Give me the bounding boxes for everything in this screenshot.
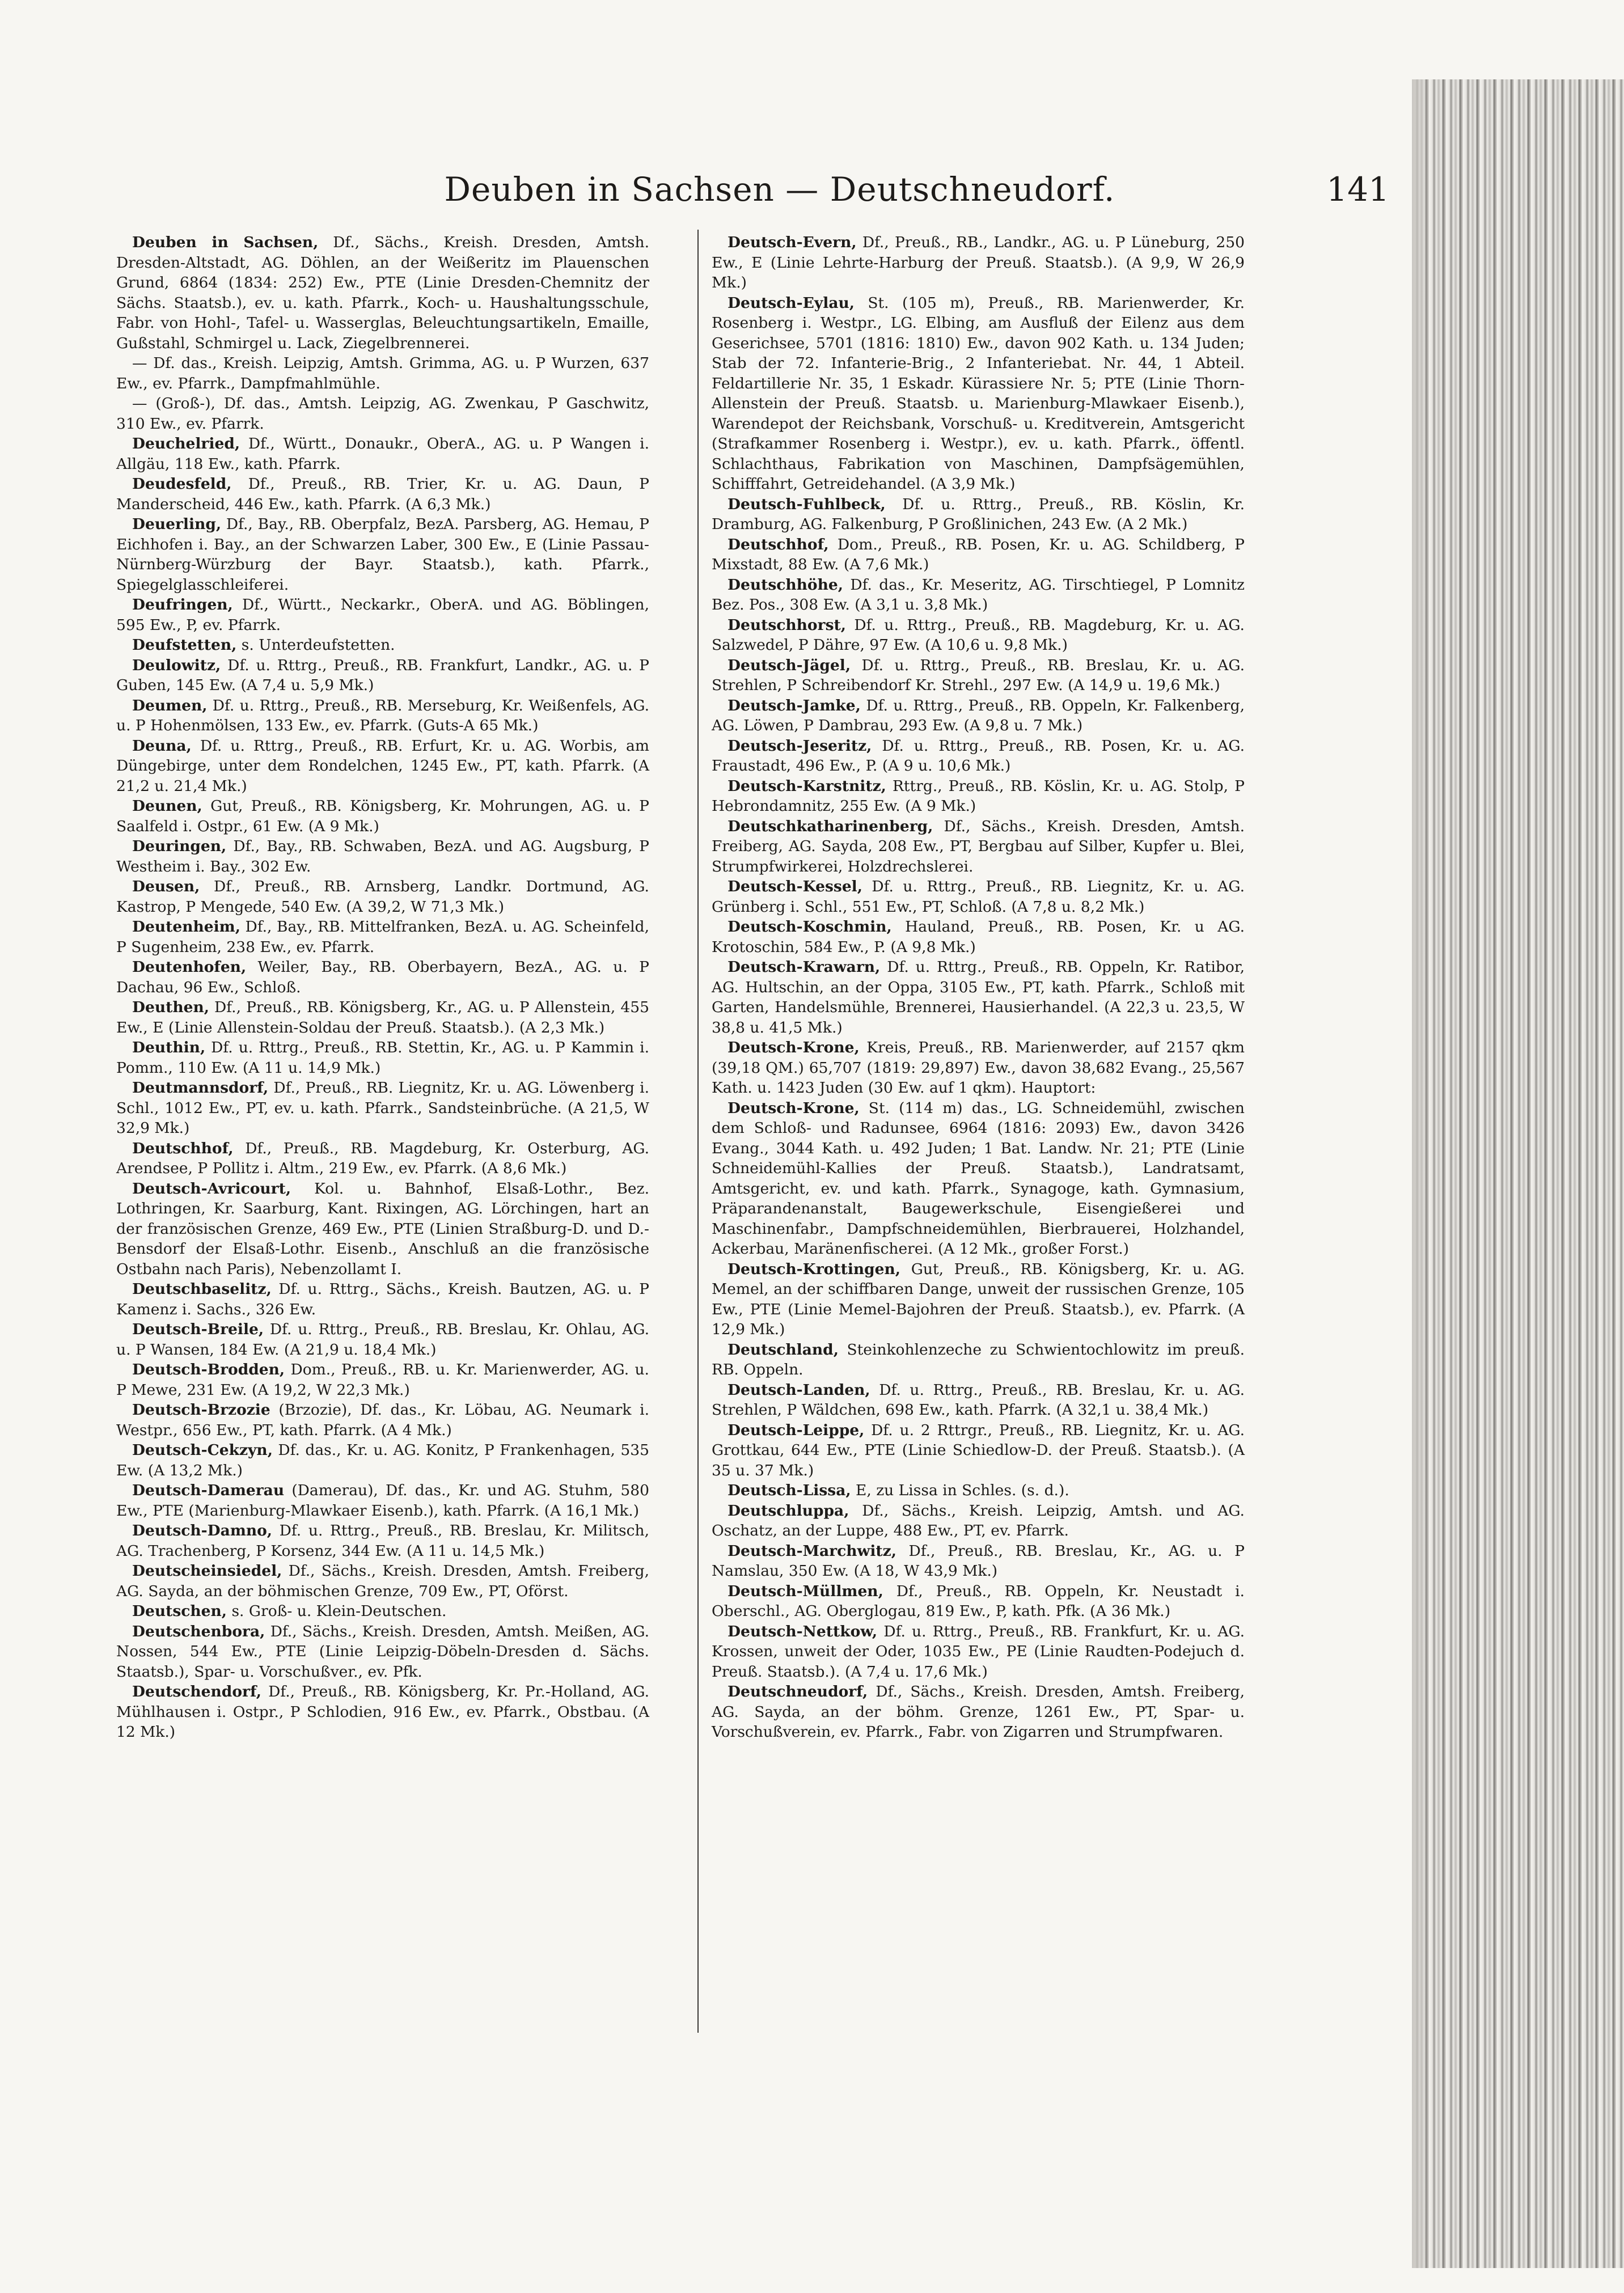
entry-text: Df., Sächs., Kreish. Leipzig, Amtsh. und AG. Oschatz, an der Luppe, 488 Ew., PT, ev. Pfarrk. <box>712 1501 1245 1539</box>
entry-headword: Deusen, <box>132 878 200 895</box>
entry-headword: Deutsch-Koschmin, <box>728 918 892 936</box>
column-divider <box>697 230 699 2033</box>
entry-text: Df., Preuß., RB. Königsberg, Kr., AG. u. P Allenstein, 455 Ew., E (Linie Allenstein-Soldau der Preuß. Staatsb.). (A 2,3 Mk.) <box>116 999 649 1036</box>
entry-headword: Deutschhöhe, <box>728 576 843 594</box>
entry-text: Kreis, Preuß., RB. Marienwerder, auf 2157 qkm (39,18 QM.) 65,707 (1819: 29,897) Ew., davon 38,682 Evang., 25,567 Kath. u. 1423 Juden (30 Ew. auf 1 qkm). Hauptort: <box>712 1039 1245 1097</box>
gazetteer-entry <box>712 1541 1245 1581</box>
entry-text: Df. u. Rttrg., Preuß., RB. Oppeln, Kr. Falkenberg, AG. Löwen, P Dambrau, 293 Ew. (A 9,8 u. 7 Mk.) <box>712 696 1245 734</box>
gazetteer-entry <box>116 1601 649 1622</box>
entry-headword: Deutsch-Lissa, <box>728 1482 851 1499</box>
entry-text: Df., Preuß., RB. Breslau, Kr., AG. u. P Namslau, 350 Ew. (A 18, W 43,9 Mk.) <box>712 1542 1245 1580</box>
entry-text: Df., Bay., RB. Schwaben, BezA. und AG. Augsburg, P Westheim i. Bay., 302 Ew. <box>116 837 649 875</box>
entry-headword: Deumen, <box>132 696 208 714</box>
entry-text: Df. u. Rttrg., Preuß., RB. Frankfurt, Landkr., AG. u. P Guben, 145 Ew. (A 7,4 u. 5,9 Mk.) <box>116 656 649 694</box>
gazetteer-entry <box>116 1400 649 1440</box>
entry-headword: Deutsch-Krottingen, <box>728 1260 901 1278</box>
entry-text: Df. u. Rttrg., Preuß., RB. Breslau, Kr. u. AG. Strehlen, P Wäldchen, 698 Ew., kath. Pfarrk. (A 32,1 u. 38,4 Mk.) <box>712 1381 1245 1419</box>
entry-text: Df., Württ., Neckarkr., OberA. und AG. Böblingen, 595 Ew., P, ev. Pfarrk. <box>116 596 649 634</box>
gazetteer-entry <box>116 434 649 474</box>
entry-text: Df. u. Rttrg., Preuß., RB. Liegnitz, Kr. u. AG. Grünberg i. Schl., 551 Ew., PT, Schloß. (A 7,8 u. 8,2 Mk.) <box>712 878 1245 916</box>
entry-text: Df., Sächs., Kreish. Dresden, Amtsh. Freiberg, AG. Sayda, an der böhm. Grenze, 1261 Ew., PT, Spar- u. Vorschußverein, ev. Pfarrk., Fabr. von Zigarren und Strumpfwaren. <box>712 1683 1245 1741</box>
gazetteer-entry <box>712 293 1245 494</box>
entry-headword: Deutmannsdorf, <box>132 1079 269 1097</box>
entry-text: Df., Preuß., RB. Arnsberg, Landkr. Dortmund, AG. Kastrop, P Mengede, 540 Ew. (A 39,2, W 71,3 Mk.) <box>116 878 649 916</box>
entry-headword: Deutsch-Kessel, <box>728 878 862 895</box>
entry-headword: Deutschluppa, <box>728 1501 849 1520</box>
entry-text: Df., Bay., RB. Oberpfalz, BezA. Parsberg, AG. Hemau, P Eichhofen i. Bay., an der Schwarzen Laber, 300 Ew., E (Linie Passau-Nürnberg-Würzburg der Bayr. Staatsb.), kath. Pfarrk., Spiegelglasschleiferei. <box>116 515 649 594</box>
gazetteer-entry <box>116 957 649 997</box>
entry-text: Df. u. Rttrg., Preuß., RB. Merseburg, Kr. Weißenfels, AG. u. P Hohenmölsen, 133 Ew., ev. Pfarrk. (Guts-A 65 Mk.) <box>116 696 649 734</box>
gazetteer-entry <box>712 816 1245 877</box>
entry-text: — (Groß-), Df. das., Amtsh. Leipzig, AG. Zwenkau, P Gaschwitz, 310 Ew., ev. Pfarrk. <box>116 395 649 433</box>
gazetteer-entry <box>712 1622 1245 1682</box>
entry-headword: Deutsch-Krone, <box>728 1039 860 1056</box>
entry-text: Df. u. Rttrg., Preuß., RB. Breslau, Kr. Ohlau, AG. u. P Wansen, 184 Ew. (A 21,9 u. 18,4 Mk.) <box>116 1321 649 1359</box>
gazetteer-entry <box>116 877 649 917</box>
gazetteer-entry <box>712 1501 1245 1541</box>
entry-headword: Deuerling, <box>132 515 222 533</box>
gazetteer-entry <box>116 232 649 353</box>
entry-text: Weiler, Bay., RB. Oberbayern, BezA., AG. u. P Dachau, 96 Ew., Schloß. <box>116 958 649 996</box>
gazetteer-entry <box>116 1440 649 1480</box>
entry-text: Df., Sächs., Kreish. Dresden, Amtsh. Freiberg, AG. Sayda, an der böhmischen Grenze, 709 Ew., PT, Oförst. <box>116 1562 649 1600</box>
entry-text: Df., Preuß., RB. Königsberg, Kr. Pr.-Holland, AG. Mühlhausen i. Ostpr., P Schlodien, 916 Ew., ev. Pfarrk., Obstbau. (A 12 Mk.) <box>116 1683 649 1741</box>
gazetteer-entry <box>116 1319 649 1360</box>
entry-headword: Deutsch-Jeseritz, <box>728 737 872 755</box>
running-title: Deuben in Sachsen — Deutschneudorf. <box>444 170 1115 209</box>
entry-headword: Deutsch-Marchwitz, <box>728 1542 896 1560</box>
entry-headword: Deutsch-Brodden, <box>132 1361 285 1378</box>
entry-headword: Deutsch-Damerau <box>132 1482 285 1499</box>
entry-headword: Deutschhof, <box>728 535 829 553</box>
entry-text: Df., Preuß., RB. Magdeburg, Kr. Osterburg, AG. Arendsee, P Pollitz i. Altm., 219 Ew., ev. Pfarrk. (A 8,6 Mk.) <box>116 1139 649 1177</box>
entry-headword: Deutschbaselitz, <box>132 1280 272 1298</box>
gazetteer-entry <box>712 1480 1245 1501</box>
gazetteer-entry <box>116 595 649 635</box>
entry-headword: Deudesfeld, <box>132 475 232 493</box>
gazetteer-entry <box>116 796 649 836</box>
gazetteer-entry <box>712 1098 1245 1259</box>
entry-headword: Deulowitz, <box>132 656 221 674</box>
entry-text: s. Groß- u. Klein-Deutschen. <box>227 1602 447 1620</box>
gazetteer-entry <box>116 394 649 434</box>
gazetteer-entry <box>116 917 649 957</box>
entry-text: Gut, Preuß., RB. Königsberg, Kr. Mohrungen, AG. u. P Saalfeld i. Ostpr., 61 Ew. (A 9 Mk.) <box>116 797 649 835</box>
gazetteer-entry <box>712 575 1245 615</box>
entry-text: s. Unterdeufstetten. <box>236 636 395 654</box>
entry-headword: Deutsch-Landen, <box>728 1381 870 1399</box>
entry-headword: Deutsch-Müllmen, <box>728 1582 883 1600</box>
entry-headword: Deufstetten, <box>132 636 237 654</box>
gazetteer-entry <box>116 997 649 1038</box>
entry-text: (Damerau), Df. das., Kr. und AG. Stuhm, 580 Ew., PTE (Marienburg-Mlawkaer Eisenb.), kath. Pfarrk. (A 16,1 Mk.) <box>116 1482 649 1520</box>
entry-text: Df. u. Rttrg., Preuß., RB. Breslau, Kr. Militsch, AG. Trachenberg, P Korsenz, 344 Ew. (A 11 u. 14,5 Mk.) <box>116 1522 649 1560</box>
entry-headword: Deutsch-Jamke, <box>728 696 861 714</box>
gazetteer-entry <box>116 1682 649 1742</box>
entry-headword: Deutenhofen, <box>132 958 247 976</box>
entry-text: Hauland, Preuß., RB. Posen, Kr. u AG. Krotoschin, 584 Ew., P. (A 9,8 Mk.) <box>712 918 1245 956</box>
gazetteer-entry <box>116 635 649 655</box>
gazetteer-entry <box>116 696 649 736</box>
gazetteer-entry <box>712 1581 1245 1622</box>
right-column <box>712 232 1245 1742</box>
entry-headword: Deutsch-Damno, <box>132 1522 273 1539</box>
entry-headword: Deunen, <box>132 797 202 815</box>
gazetteer-entry <box>712 535 1245 575</box>
entry-headword: Deutschen, <box>132 1602 227 1620</box>
gazetteer-entry <box>712 1682 1245 1742</box>
running-head <box>170 170 1389 221</box>
gazetteer-entry <box>116 1179 649 1280</box>
entry-headword: Deutschkatharinenberg, <box>728 817 933 835</box>
entry-text: Df., Württ., Donaukr., OberA., AG. u. P Wangen i. Allgäu, 118 Ew., kath. Pfarrk. <box>116 435 649 473</box>
gazetteer-entry <box>116 655 649 696</box>
entry-text: Df. u. Rttrg., Preuß., RB. Erfurt, Kr. u. AG. Worbis, am Düngebirge, unter dem Rondelchen, 1245 Ew., PT, kath. Pfarrk. (A 21,2 u. 21,4 Mk.) <box>116 737 649 795</box>
gazetteer-entry <box>116 353 649 394</box>
entry-text: Df., Preuß., RB. Oppeln, Kr. Neustadt i. Oberschl., AG. Oberglogau, 819 Ew., P, kath. Pfk. (A 36 Mk.) <box>712 1582 1245 1620</box>
entry-text: Df. das., Kr. u. AG. Konitz, P Frankenhagen, 535 Ew. (A 13,2 Mk.) <box>116 1441 649 1479</box>
gazetteer-entry <box>116 1521 649 1561</box>
entry-text: Df. u. Rttrg., Preuß., RB. Posen, Kr. u. AG. Fraustadt, 496 Ew., P. (A 9 u. 10,6 Mk.) <box>712 737 1245 775</box>
entry-headword: Deuthin, <box>132 1039 206 1056</box>
entry-headword: Deutsch-Krone, <box>728 1099 860 1117</box>
gazetteer-entry <box>712 917 1245 957</box>
entry-text: Df., Sächs., Kreish. Dresden, Amtsh. Dresden-Altstadt, AG. Döhlen, an der Weißeritz im Plauenschen Grund, 6864 (1834: 252) Ew., PTE (Linie Dresden-Chemnitz der Sächs. Staatsb.), ev. u. kath. Pfarrk., Koch- u. Haushaltungsschule, Fabr. von Hohl-, Tafel- u. Wasserglas, Beleuchtungsartikeln, Emaille, Gußstahl, Schmirgel u. Lack, Ziegelbrennerei. <box>116 234 649 352</box>
entry-text: Df. u. Rttrg., Sächs., Kreish. Bautzen, AG. u. P Kamenz i. Sachs., 326 Ew. <box>116 1280 649 1318</box>
entry-text: Df., Preuß., RB., Landkr., AG. u. P Lüneburg, 250 Ew., E (Linie Lehrte-Harburg der Preuß. Staatsb.). (A 9,9, W 26,9 Mk.) <box>712 234 1245 291</box>
gazetteer-entry <box>116 1078 649 1139</box>
gazetteer-entry <box>116 1139 649 1179</box>
entry-text: — Df. das., Kreish. Leipzig, Amtsh. Grimma, AG. u. P Wurzen, 637 Ew., ev. Pfarrk., Dampfmahlmühle. <box>116 354 649 392</box>
gazetteer-entry <box>712 736 1245 776</box>
gazetteer-entry <box>712 1038 1245 1098</box>
entry-headword: Deutsch-Krawarn, <box>728 958 881 976</box>
entry-text: Rttrg., Preuß., RB. Köslin, Kr. u. AG. Stolp, P Hebrondamnitz, 255 Ew. (A 9 Mk.) <box>712 777 1245 815</box>
entry-text: St. (114 m) das., LG. Schneidemühl, zwischen dem Schloß- und Radunsee, 6964 (1816: 2093) Ew., davon 3426 Evang., 3044 Kath. u. 492 Juden; 1 Bat. Landw. Nr. 21; PTE (Linie Schneidemühl-Kallies der Preuß. Staatsb.), Landratsamt, Amtsgericht, ev. und kath. Pfarrk., Synagoge, kath. Gymnasium, Präparandenanstalt, Baugewerkschule, Eisengießerei und Maschinenfabr., Dampfschneidemühlen, Bierbrauerei, Holzhandel, Ackerbau, Maränenfischerei. (A 12 Mk., großer Forst.) <box>712 1099 1245 1258</box>
entry-headword: Deuna, <box>132 737 192 755</box>
entry-headword: Deutschland, <box>728 1340 839 1359</box>
gazetteer-entry <box>712 877 1245 917</box>
entry-text: Df. u. Rttrg., Preuß., RB. Köslin, Kr. Dramburg, AG. Falkenburg, P Großlinichen, 243 Ew. (A 2 Mk.) <box>712 495 1245 533</box>
gazetteer-entry <box>712 1340 1245 1380</box>
gazetteer-entry <box>116 1480 649 1521</box>
entry-text: Df., Preuß., RB. Liegnitz, Kr. u. AG. Löwenberg i. Schl., 1012 Ew., PT, ev. u. kath. Pfarrk., Sandsteinbrüche. (A 21,5, W 32,9 Mk.) <box>116 1079 649 1137</box>
entry-text: Df. das., Kr. Meseritz, AG. Tirschtiegel, P Lomnitz Bez. Pos., 308 Ew. (A 3,1 u. 3,8 Mk.) <box>712 576 1245 614</box>
book-page-edge <box>1412 79 1624 2268</box>
gazetteer-entry <box>712 776 1245 816</box>
gazetteer-entry <box>712 1259 1245 1340</box>
gazetteer-entry <box>712 1420 1245 1481</box>
entry-text: St. (105 m), Preuß., RB. Marienwerder, Kr. Rosenberg i. Westpr., LG. Elbing, am Ausfluß der Eilenz aus dem Geserichsee, 5701 (1816: 1810) Ew., davon 902 Kath. u. 134 Juden; Stab der 72. Infanterie-Brig., 2 Infanteriebat. Nr. 44, 1 Abteil. Feldartillerie Nr. 35, 1 Eskadr. Kürassiere Nr. 5; PTE (Linie Thorn-Allenstein der Preuß. Staatsb. u. Marienburg-Mlawkaer Eisenb.), Warendepot der Reichsbank, Vorschuß- u. Kreditverein, Amtsgericht (Strafkammer Rosenberg i. Westpr.), ev. u. kath. Pfarrk., öffentl. Schlachthaus, Fabrikation von Maschinen, Dampfsägemühlen, Schifffahrt, Getreidehandel. (A 3,9 Mk.) <box>712 294 1245 493</box>
entry-text: Gut, Preuß., RB. Königsberg, Kr. u. AG. Memel, an der schiffbaren Dange, unweit der russischen Grenze, 105 Ew., PTE (Linie Memel-Bajohren der Preuß. Staatsb.), ev. Pfarrk. (A 12,9 Mk.) <box>712 1260 1245 1338</box>
entry-headword: Deutsch-Evern, <box>728 234 857 251</box>
entry-headword: Deuthen, <box>132 999 209 1016</box>
entry-headword: Deufringen, <box>132 596 233 614</box>
entry-headword: Deutscheinsiedel, <box>132 1562 282 1580</box>
entry-text: Df., Sächs., Kreish. Dresden, Amtsh. Freiberg, AG. Sayda, 208 Ew., PT, Bergbau auf Silber, Kupfer u. Blei, Strumpfwirkerei, Holzdrechslerei. <box>712 817 1245 875</box>
entry-text: Df., Preuß., RB. Trier, Kr. u. AG. Daun, P Manderscheid, 446 Ew., kath. Pfarrk. (A 6,3 Mk.) <box>116 475 649 513</box>
left-column <box>116 232 649 1742</box>
gazetteer-entry <box>116 1622 649 1682</box>
entry-headword: Deutschendorf, <box>132 1683 262 1700</box>
entry-text: Df. u. 2 Rttrgr., Preuß., RB. Liegnitz, Kr. u. AG. Grottkau, 644 Ew., PTE (Linie Schiedlow-D. der Preuß. Staatsb.). (A 35 u. 37 Mk.) <box>712 1421 1245 1479</box>
page-edge-shadow <box>1412 79 1429 2268</box>
entry-text: Df. u. Rttrg., Preuß., RB. Oppeln, Kr. Ratibor, AG. Hultschin, an der Oppa, 3105 Ew., PT, kath. Pfarrk., Schloß mit Garten, Handelsmühle, Brennerei, Hausierhandel. (A 22,3 u. 23,5, W 38,8 u. 41,5 Mk.) <box>712 958 1245 1036</box>
gazetteer-entry <box>116 836 649 877</box>
entry-text: E, zu Lissa in Schles. (s. d.). <box>851 1482 1069 1499</box>
entry-headword: Deutsch-Breile, <box>132 1321 264 1338</box>
gazetteer-entry <box>116 1561 649 1601</box>
gazetteer-entry <box>712 655 1245 696</box>
gazetteer-entry <box>116 1038 649 1078</box>
gazetteer-entry <box>116 514 649 595</box>
entry-text: Df., Bay., RB. Mittelfranken, BezA. u. AG. Scheinfeld, P Sugenheim, 238 Ew., ev. Pfarrk. <box>116 918 649 956</box>
page-number: 141 <box>1326 170 1389 209</box>
entry-text: Kol. u. Bahnhof, Elsaß-Lothr., Bez. Lothringen, Kr. Saarburg, Kant. Rixingen, AG. Lörchingen, hart an der französischen Grenze, 469 Ew., PTE (Linien Straßburg-D. und D.-Bensdorf der Elsaß-Lothr. Eisenb., Anschluß an die französische Ostbahn nach Paris), Nebenzollamt I. <box>116 1179 649 1278</box>
gazetteer-entry <box>712 696 1245 736</box>
entry-headword: Deutsch-Cekzyn, <box>132 1441 273 1459</box>
entry-text: Df. u. Rttrg., Preuß., RB. Stettin, Kr., AG. u. P Kammin i. Pomm., 110 Ew. (A 11 u. 14,9 Mk.) <box>116 1039 649 1077</box>
entry-headword: Deutsch-Brzozie <box>132 1401 270 1419</box>
entry-headword: Deuben in Sachsen, <box>132 234 319 251</box>
entry-headword: Deutschhorst, <box>728 616 846 634</box>
entry-text: Df. u. Rttrg., Preuß., RB. Breslau, Kr. u. AG. Strehlen, P Schreibendorf Kr. Strehl., 297 Ew. (A 14,9 u. 19,6 Mk.) <box>712 656 1245 694</box>
gazetteer-entry <box>712 232 1245 293</box>
gazetteer-entry <box>116 1360 649 1400</box>
entry-headword: Deutsch-Leippe, <box>728 1421 865 1439</box>
gazetteer-entry <box>712 1380 1245 1420</box>
entry-text: (Brzozie), Df. das., Kr. Löbau, AG. Neumark i. Westpr., 656 Ew., PT, kath. Pfarrk. (A 4 Mk.) <box>116 1401 649 1439</box>
entry-headword: Deutschenbora, <box>132 1622 265 1640</box>
entry-headword: Deuringen, <box>132 837 227 855</box>
entry-text: Dom., Preuß., RB. Posen, Kr. u. AG. Schildberg, P Mixstadt, 88 Ew. (A 7,6 Mk.) <box>712 535 1245 573</box>
entry-headword: Deutsch-Fuhlbeck, <box>728 495 886 513</box>
gazetteer-entry <box>712 494 1245 535</box>
entry-text: Dom., Preuß., RB. u. Kr. Marienwerder, AG. u. P Mewe, 231 Ew. (A 19,2, W 22,3 Mk.) <box>116 1361 649 1399</box>
gazetteer-entry <box>712 615 1245 655</box>
gazetteer-entry <box>116 1279 649 1319</box>
gazetteer-entry <box>712 957 1245 1038</box>
gazetteer-entry <box>116 474 649 514</box>
entry-headword: Deutenheim, <box>132 918 240 936</box>
entry-text: Df. u. Rttrg., Preuß., RB. Magdeburg, Kr. u. AG. Salzwedel, P Dähre, 97 Ew. (A 10,6 u. 9,8 Mk.) <box>712 616 1245 654</box>
gazetteer-entry <box>116 736 649 797</box>
entry-headword: Deutsch-Nettkow, <box>728 1622 878 1640</box>
entry-headword: Deutsch-Eylau, <box>728 294 855 312</box>
entry-headword: Deutschhof, <box>132 1139 234 1157</box>
entry-headword: Deuchelried, <box>132 435 240 452</box>
entry-headword: Deutschneudorf, <box>728 1683 868 1700</box>
entry-text: Df. u. Rttrg., Preuß., RB. Frankfurt, Kr. u. AG. Krossen, unweit der Oder, 1035 Ew., PE (Linie Raudten-Podejuch d. Preuß. Staatsb.). (A 7,4 u. 17,6 Mk.) <box>712 1622 1245 1681</box>
entry-text: Steinkohlenzeche zu Schwientochlowitz im preuß. RB. Oppeln. <box>712 1340 1245 1378</box>
entry-headword: Deutsch-Jägel, <box>728 656 851 674</box>
entry-headword: Deutsch-Avricourt, <box>132 1179 291 1198</box>
entry-text: Df., Sächs., Kreish. Dresden, Amtsh. Meißen, AG. Nossen, 544 Ew., PTE (Linie Leipzig-Döbeln-Dresden d. Sächs. Staatsb.), Spar- u. Vorschußver., ev. Pfk. <box>116 1622 649 1681</box>
entry-headword: Deutsch-Karstnitz, <box>728 777 886 795</box>
